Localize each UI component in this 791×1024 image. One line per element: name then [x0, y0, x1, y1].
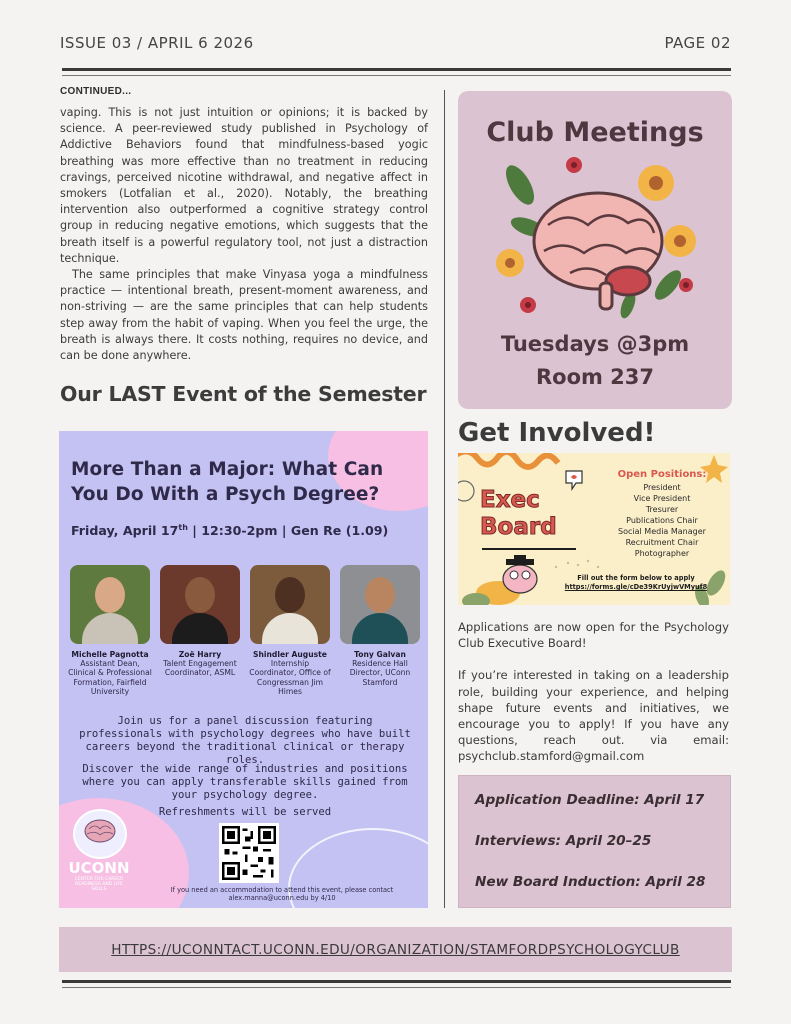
accommodation-note: If you need an accommodation to attend this event, please contact alex.manna@uconn.edu by 4/10	[170, 886, 394, 902]
speaker-card	[247, 565, 333, 697]
qr-code-icon	[222, 826, 276, 880]
page-header	[60, 34, 731, 52]
speaker-photo	[340, 565, 420, 644]
brain-flowers-icon	[488, 155, 702, 323]
page-number: PAGE 02	[664, 34, 731, 52]
refreshments-note: Refreshments will be served	[158, 806, 332, 818]
speaker-role: Residence Hall Director, UConn Stamford	[349, 659, 411, 687]
speaker-role: Assistant Dean, Clinical & Professional Formation, Fairfield University	[68, 659, 152, 697]
footer-rule	[62, 980, 731, 983]
header-rule	[62, 68, 731, 71]
open-positions-heading: Open Positions:	[617, 469, 707, 480]
club-meetings-title: Club Meetings	[486, 117, 704, 148]
continued-label: CONTINUED...	[60, 86, 132, 97]
position-item: Social Media Manager	[618, 527, 706, 536]
speaker-name: Michelle Pagnotta	[71, 650, 149, 659]
applications-paragraph: Applications are now open for the Psychology Club Executive Board!	[458, 620, 729, 651]
club-url-link[interactable]: HTTPS://UCONNTACT.UCONN.EDU/ORGANIZATION/STAMFORDPSYCHOLOGYCLUB	[111, 941, 680, 958]
applications-paragraph: If you’re interested in taking on a leadership role, building your experience, and helping shape future events and initiatives, we encourage you to apply! If you have any questions, reach out. via email: psychclub.stamford@gmail.com	[458, 668, 729, 764]
flyer-description: Discover the wide range of industries and positions where you can apply transferable skills gained from your psychology degree.	[82, 763, 408, 801]
psychology-club-logo	[73, 809, 127, 859]
uconn-logo-text: UCONN	[68, 859, 130, 877]
position-item: Tresurer	[645, 505, 679, 514]
speaker-card	[157, 565, 243, 697]
key-dates-box	[458, 775, 731, 908]
interviews-date: Interviews: April 20–25	[475, 833, 652, 849]
exec-board-title: Exec Board	[480, 487, 557, 540]
header-rule-thin	[62, 75, 731, 76]
position-item: Vice President	[633, 494, 691, 503]
event-flyer	[59, 431, 428, 908]
club-url-banner	[59, 927, 732, 972]
meeting-day-time: Tuesdays @3pm	[500, 332, 690, 356]
speaker-list	[67, 565, 423, 697]
uconn-subtitle: CENTER FOR CAREER READINESS AND LIFE SKILLS	[74, 877, 124, 892]
event-heading: Our LAST Event of the Semester	[60, 382, 427, 406]
speaker-name: Shindler Auguste	[253, 650, 327, 659]
article-body	[60, 105, 428, 364]
brain-icon	[75, 811, 125, 857]
article-paragraph: The same principles that make Vinyasa yoga a mindfulness practice — intentional breath, present-moment awareness, and non-striving — are the same principles that can help students step away from the habit of vaping. When you feel the urge, the breath is always there. It costs nothing, requires no device, and can be done anywhere.	[60, 268, 428, 363]
application-instructions: Fill out the form below to apply https://forms.gle/cDe39KrUyjwVMyuf8	[564, 574, 708, 591]
application-form-link[interactable]: https://forms.gle/cDe39KrUyjwVMyuf8	[564, 583, 708, 591]
speaker-photo	[70, 565, 150, 644]
open-positions-list	[600, 469, 724, 559]
meeting-room: Room 237	[535, 365, 655, 389]
application-deadline: Application Deadline: April 17	[475, 792, 705, 808]
flyer-date: Friday, April 17th | 12:30-2pm | Gen Re (1.09)	[71, 523, 389, 539]
issue-label: ISSUE 03 / APRIL 6 2026	[60, 34, 254, 52]
position-item: Photographer	[634, 549, 690, 558]
get-involved-heading: Get Involved!	[458, 418, 656, 448]
induction-date: New Board Induction: April 28	[475, 874, 706, 890]
club-meetings-card	[458, 91, 732, 409]
qr-code[interactable]	[219, 823, 279, 883]
position-item: Publications Chair	[626, 516, 698, 525]
speaker-name: Tony Galvan	[354, 650, 406, 659]
speaker-card	[67, 565, 153, 697]
speaker-card	[337, 565, 423, 697]
exec-board-flyer	[458, 453, 730, 605]
flyer-title: More Than a Major: What Can You Do With a Psych Degree?	[71, 459, 384, 505]
footer-rule-thin	[62, 987, 731, 988]
flyer-description: Join us for a panel discussion featuring professionals with psychology degrees who have built careers beyond the traditional clinical or therapy roles.	[79, 715, 411, 766]
position-item: President	[643, 483, 681, 492]
speaker-role: Talent Engagement Coordinator, ASML	[163, 659, 237, 678]
club-meeting-schedule	[458, 328, 732, 394]
speaker-name: Zoë Harry	[178, 650, 222, 659]
speaker-role: Internship Coordinator, Office of Congressman Jim Himes	[249, 659, 331, 697]
applications-text	[458, 619, 729, 765]
speaker-photo	[250, 565, 330, 644]
speaker-photo	[160, 565, 240, 644]
column-divider	[444, 90, 445, 908]
position-item: Recruitment Chair	[625, 538, 699, 547]
article-paragraph: vaping. This is not just intuition or opinions; it is backed by science. A peer-reviewed study published in Psychology of Addictive Behaviors found that mindfulness-based yogic breathing was more effective than no treatment in reducing cravings, perceived nicotine withdrawal, and negative affect in smokers (Lotfalian et al., 2020). Notably, the breathing intervention also outperformed a cognitive strategy control group in reducing negative emotions, which suggests that the breath itself is a powerful regulatory tool, not just a distraction technique.	[60, 106, 428, 265]
